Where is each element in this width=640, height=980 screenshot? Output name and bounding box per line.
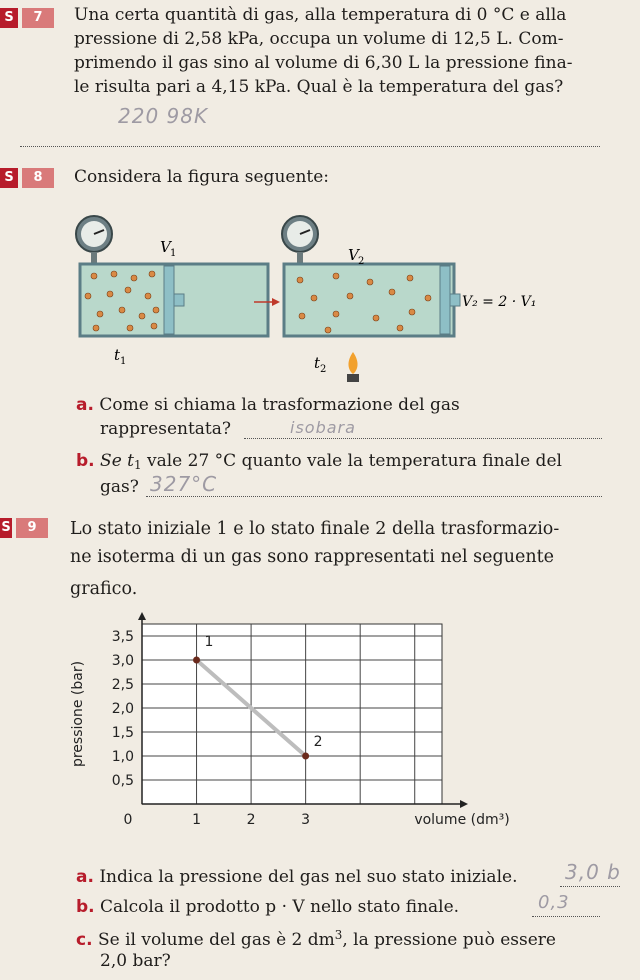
data-point-2 [302, 753, 309, 760]
q9-line2: ne isoterma di un gas sono rappresentati nel seguente [70, 547, 554, 567]
q9c-line2: 2,0 bar? [100, 951, 171, 971]
q8b: b. Se $t_1$ vale 27 °C quanto vale la temperatura finale del [76, 451, 562, 472]
y-tick-label: 0,5 [111, 773, 134, 789]
q9-line3: grafico. [70, 579, 138, 599]
x-axis-label: volume (dm³) [414, 812, 510, 828]
y-tick-label: 2,0 [111, 701, 134, 717]
data-point-1 [193, 657, 200, 664]
svg-text:2: 2 [320, 364, 327, 375]
q8-intro: Considera la figura seguente: [74, 167, 330, 187]
q9c: c. Se il volume del gas è 2 $dm^3$, la pressione può essere [76, 928, 556, 950]
question-number-8: 8 [22, 168, 54, 188]
label-t2: t [314, 354, 321, 372]
pressure-volume-chart [70, 612, 510, 844]
y-axis-arrow [138, 612, 146, 620]
answer-line [20, 146, 600, 147]
answer-line-8b [146, 496, 602, 497]
answer-line-8a [244, 438, 602, 439]
answer-line-9b [532, 916, 600, 917]
data-point-label-2: 2 [313, 734, 323, 750]
volume-relation: V₂ = 2 · V₁ [462, 294, 537, 310]
y-tick-label: 1,5 [111, 725, 134, 741]
q8a-handwritten-answer: isobara [290, 418, 356, 437]
svg-text:1: 1 [120, 356, 127, 367]
plot-area [142, 624, 442, 804]
x-tick-label: 1 [192, 812, 202, 828]
label-v1: V [160, 238, 171, 256]
piston-left [164, 266, 174, 334]
y-axis-label: pressione (bar) [70, 660, 86, 768]
q8b-line2: gas? [100, 477, 139, 497]
q9a-handwritten-answer: 3,0 b [565, 860, 621, 884]
y-tick-label: 2,5 [111, 677, 134, 693]
q9a: a. Indica la pressione del gas nel suo stato iniziale. [76, 867, 518, 887]
q7-line4: le risulta pari a 4,15 kPa. Qual è la temperatura del gas? [74, 77, 564, 97]
x-tick-label: 0 [123, 812, 133, 828]
y-tick-label: 3,5 [111, 629, 134, 645]
piston-right [440, 266, 450, 334]
label-v2: V [348, 246, 359, 264]
question-number-7: 7 [22, 8, 54, 28]
question-number-9: 9 [16, 518, 48, 538]
x-tick-label: 2 [246, 812, 256, 828]
x-axis-arrow [460, 800, 468, 808]
q7-line3: primendo il gas sino al volume di 6,30 L la pressione fina- [74, 53, 573, 73]
q8b-handwritten-answer: 327°C [150, 472, 218, 496]
gas-cylinder-figure [60, 210, 600, 390]
answer-line-9a [560, 886, 620, 887]
data-point-label-1: 1 [204, 634, 214, 650]
q7-line2: pressione di 2,58 kPa, occupa un volume di 12,5 L. Com- [74, 29, 564, 49]
section-s-tag: S [0, 518, 12, 538]
q7-line1: Una certa quantità di gas, alla temperatura di 0 °C e alla [74, 5, 567, 25]
q9b-handwritten-answer: 0,3 [538, 892, 570, 913]
section-s-tag: S [0, 168, 18, 188]
q9b: b. Calcola il prodotto p · V nello stato finale. [76, 897, 460, 917]
y-tick-label: 1,0 [111, 749, 134, 765]
q8a: a. Come si chiama la trasformazione del gas [76, 395, 460, 415]
flame-icon [348, 352, 357, 374]
svg-text:1: 1 [170, 248, 177, 259]
section-s-tag: S [0, 8, 18, 28]
y-tick-label: 3,0 [111, 653, 134, 669]
arrow-right-icon [272, 298, 280, 306]
q7-handwritten-answer: 220 98K [118, 104, 209, 128]
label-t1: t [114, 346, 121, 364]
q9-line1: Lo stato iniziale 1 e lo stato finale 2 della trasformazio- [70, 519, 560, 539]
svg-text:2: 2 [358, 256, 365, 267]
q8a-line2: rappresentata? [100, 419, 231, 439]
x-tick-label: 3 [301, 812, 311, 828]
